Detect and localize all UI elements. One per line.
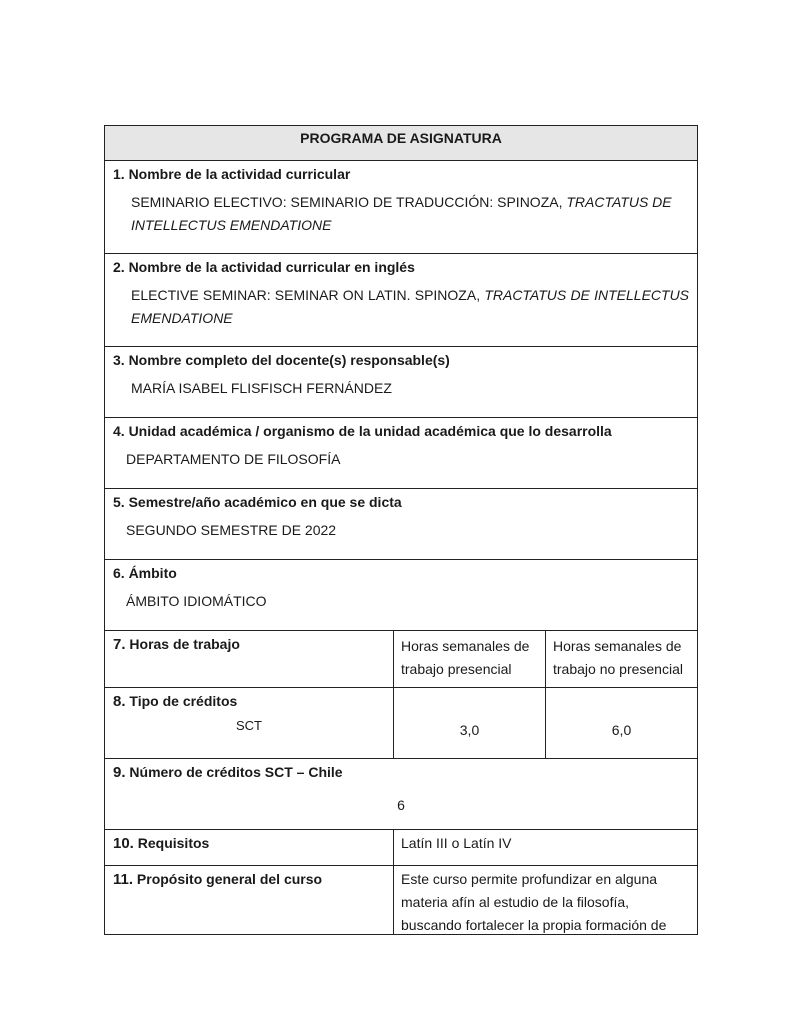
- hours-presencial-header-cell: [394, 631, 546, 688]
- section-1-title: 1. Nombre de la actividad curricular: [113, 166, 351, 182]
- purpose-value-cell: [394, 866, 698, 935]
- section-1-value-italic: TRACTATUS DE INTELLECTUS EMENDATIONE: [131, 194, 672, 233]
- section-7-row: [105, 631, 698, 688]
- section-9-label: Número de créditos SCT – Chile: [129, 764, 343, 780]
- section-4-cell: [105, 418, 698, 489]
- section-5-value: SEGUNDO SEMESTRE DE 2022: [126, 522, 337, 538]
- section-8-row: [105, 688, 698, 759]
- section-2-value-normal: ELECTIVE SEMINAR: SEMINAR ON LATIN. SPINOZA,: [131, 287, 481, 303]
- requirements-value: Latín III o Latín IV: [401, 835, 512, 851]
- section-1-value: [105, 191, 697, 237]
- hours-presencial-header: Horas semanales de trabajo presencial: [401, 638, 530, 677]
- section-2-row: [105, 254, 698, 347]
- section-11-title-cell: [105, 866, 394, 935]
- credit-type-value: SCT: [236, 718, 262, 733]
- section-11-number: 11.: [113, 871, 134, 888]
- hours-presencial-value: 3,0: [459, 722, 480, 738]
- section-5-row: [105, 489, 698, 560]
- section-8-title: [105, 688, 393, 712]
- section-8-number: 8.: [113, 693, 126, 710]
- section-2-cell: [105, 254, 698, 347]
- section-4-title: 4. Unidad académica / organismo de la unidad académica que lo desarrolla: [113, 423, 612, 439]
- section-2-title: 2. Nombre de la actividad curricular en inglés: [113, 259, 415, 275]
- section-5-cell: [105, 489, 698, 560]
- section-9-title: [105, 759, 697, 783]
- section-9-number: 9.: [113, 764, 126, 781]
- section-6-row: [105, 560, 698, 631]
- section-2-value: [105, 284, 697, 330]
- section-11-title: [105, 866, 393, 890]
- section-10-title: [105, 830, 393, 854]
- hours-no-presencial-value: 6,0: [611, 722, 632, 738]
- section-7-label: Horas de trabajo: [129, 636, 240, 652]
- hours-no-presencial-value-cell: [546, 688, 698, 759]
- section-3-title: 3. Nombre completo del docente(s) responsable(s): [113, 352, 450, 368]
- table-header: PROGRAMA DE ASIGNATURA: [300, 130, 502, 146]
- hours-no-presencial-header-cell: [546, 631, 698, 688]
- section-3-value: MARÍA ISABEL FLISFISCH FERNÁNDEZ: [131, 380, 392, 396]
- section-6-value: ÁMBITO IDIOMÁTICO: [126, 593, 267, 609]
- section-10-label: Requisitos: [137, 835, 210, 851]
- section-9-row: [105, 759, 698, 830]
- purpose-value: Este curso permite profundizar en alguna materia afín al estudio de la filosofía, buscando fortalecer la propia formación de: [401, 871, 667, 933]
- section-1-cell: [105, 161, 698, 254]
- section-10-number: 10.: [113, 835, 134, 852]
- section-8-label: Tipo de créditos: [129, 693, 238, 709]
- section-6-title: 6. Ámbito: [113, 565, 177, 581]
- table-header-row: [105, 126, 698, 161]
- section-10-row: [105, 830, 698, 866]
- section-7-title: [105, 631, 393, 655]
- section-2-value-italic: TRACTATUS DE INTELLECTUS EMENDATIONE: [131, 287, 690, 326]
- section-7-title-cell: [105, 631, 394, 688]
- requirements-value-cell: [394, 830, 698, 866]
- section-3-row: [105, 347, 698, 418]
- section-11-label: Propósito general del curso: [136, 871, 323, 887]
- section-4-value: DEPARTAMENTO DE FILOSOFÍA: [126, 451, 341, 467]
- section-11-row: [105, 866, 698, 935]
- hours-presencial-value-cell: [394, 688, 546, 759]
- section-10-title-cell: [105, 830, 394, 866]
- hours-no-presencial-header: Horas semanales de trabajo no presencial: [553, 638, 683, 677]
- section-7-number: 7.: [113, 636, 126, 653]
- section-4-row: [105, 418, 698, 489]
- program-table: [104, 125, 698, 935]
- section-1-value-normal: SEMINARIO ELECTIVO: SEMINARIO DE TRADUCCIÓN: SPINOZA,: [131, 194, 563, 210]
- table-header-cell: [105, 126, 698, 161]
- section-6-cell: [105, 560, 698, 631]
- section-1-row: [105, 161, 698, 254]
- section-8-title-cell: [105, 688, 394, 759]
- section-5-title: 5. Semestre/año académico en que se dicta: [113, 494, 402, 510]
- sct-credits-value: 6: [397, 797, 405, 813]
- section-3-cell: [105, 347, 698, 418]
- section-9-cell: [105, 759, 698, 830]
